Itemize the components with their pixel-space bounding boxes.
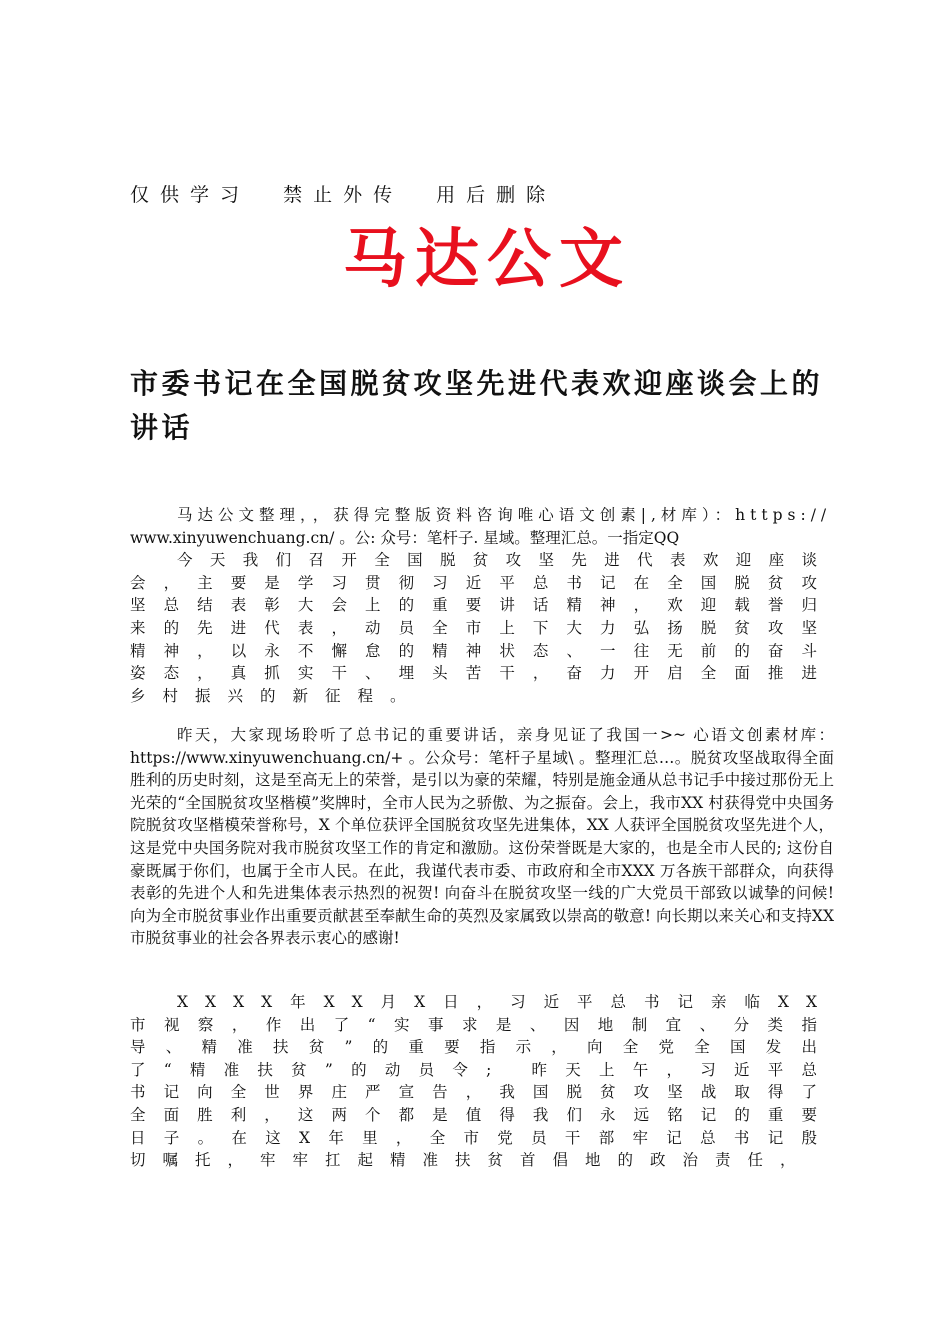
paragraph-intro	[130, 504, 834, 707]
paragraph-date	[130, 991, 834, 1172]
intro-url-line: www.xinyuwenchuang.cn/ 。公: 众号：笔杆子. 星域。整理汇总。一指定QQ	[130, 528, 680, 547]
disclaimer-study-only: 仅供学习	[130, 184, 251, 206]
disclaimer-delete-after: 用后删除	[436, 184, 557, 206]
document-title: 市委书记在全国脱贫攻坚先进代表欢迎座谈会上的讲话	[130, 367, 824, 444]
disclaimer-line	[130, 180, 572, 207]
paragraph-yesterday: 昨天，大家现场聆听了总书记的重要讲话，亲身见证了我国一>~ 心语文创素材库：https://www.xinyuwenchuang.cn/+ 。公众号：笔杆子星域\ 。整理汇总…。脱贫攻坚战取得全面胜利的历史时刻，这是至高无上的荣誉，是引以为豪的荣耀，特别是施金通从总书记手中接过那份无上光荣的“全国脱贫攻坚楷模”奖牌时，全市人民为之骄傲、为之振奋。会上，我市XX 村获得党中央国务院脱贫攻坚楷模荣誉称号，X 个单位获评全国脱贫攻坚先进集体，XX 人获评全国脱贫攻坚先进个人，这是党中央国务院对我市脱贫攻坚工作的肯定和激励。这份荣誉既是大家的，也是全市人民的; 这份自豪既属于你们，也属于全市人民。在此，我谨代表市委、市政府和全市XXX 万各族干部群众，向获得表彰的先进个人和先进集体表示热烈的祝贺! 向奋斗在脱贫攻坚一线的广大党员干部致以诚挚的问候! 向为全市脱贫事业作出重要贡献甚至奉献生命的英烈及家属致以崇高的敬意! 向长期以来关心和支持XX 市脱贫事业的社会各界表示衷心的感谢!	[130, 726, 834, 948]
disclaimer-no-share: 禁止外传	[283, 184, 404, 206]
brand-logo-text: 马达公文	[343, 222, 631, 297]
intro-source-line: 马达公文整理，，获得完整版资料咨询唯心语文创素|,材库）：https://	[177, 506, 832, 524]
date-body: XXXX年XX月X日，习近平总书记亲临XX市视察，作出了“实事求是、因地制宜、分类指导、精准扶贫”的重要指示，向全党全国发出了“精准扶贫”的动员令; 昨天上午，习近平总书记向全世界庄严宣告，我国脱贫攻坚战取得了全面胜利，这两个都是值得我们永远铭记的重要日子。在这X年里，全市党员干部牢记总书记殷切嘱托，牢牢扛起精准扶贫首倡地的政治责任，	[130, 993, 834, 1170]
intro-body: 今天我们召开全国脱贫攻坚先进代表欢迎座谈会，主要是学习贯彻习近平总书记在全国脱贫攻坚总结表彰大会上的重要讲话精神，欢迎载誉归来的先进代表，动员全市上下大力弘扬脱贫攻坚精神，以永不懈怠的精神状态、一往无前的奋斗姿态，真抓实干、埋头苦干，奋力开启全面推进乡村振兴的新征程。	[130, 551, 834, 705]
